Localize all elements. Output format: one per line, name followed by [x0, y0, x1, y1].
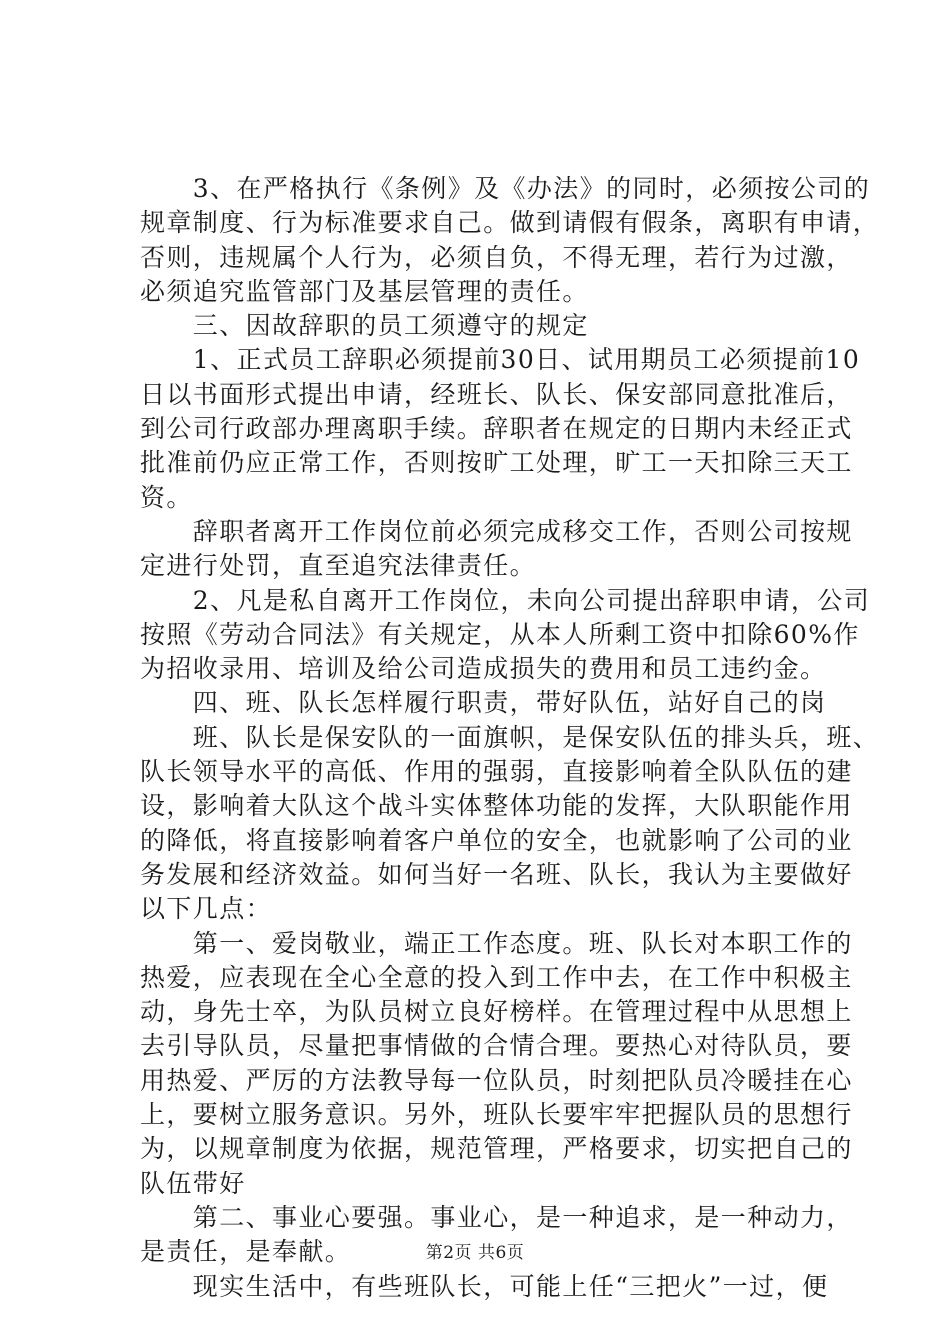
text-line: 务发展和经济效益。如何当好一名班、队长，我认为主要做好	[140, 859, 853, 889]
text-line: 日以书面形式提出申请，经班长、队长、保安部同意批准后，	[140, 379, 853, 409]
text-line: 热爱，应表现在全心全意的投入到工作中去，在工作中积极主	[140, 962, 853, 992]
text-line: 用热爱、严厉的方法教导每一位队员，时刻把队员冷暖挂在心	[140, 1065, 853, 1095]
text-line: 第一、爱岗敬业，端正工作态度。班、队长对本职工作的	[140, 928, 853, 958]
text-line: 3、在严格执行《条例》及《办法》的同时，必须按公司的	[140, 174, 871, 203]
text-line: 按照《劳动合同法》有关规定，从本人所剩工资中扣除60%作	[140, 619, 860, 649]
text-line: 队长领导水平的高低、作用的强弱，直接影响着全队队伍的建	[140, 757, 853, 787]
section-heading: 四、班、队长怎样履行职责，带好队伍，站好自己的岗	[140, 688, 827, 718]
text-line: 第二、事业心要强。事业心，是一种追求，是一种动力，	[140, 1202, 853, 1232]
text-line: 设，影响着大队这个战斗实体整体功能的发挥，大队职能作用	[140, 791, 853, 821]
text-line: 必须追究监管部门及基层管理的责任。	[140, 276, 589, 306]
text-line: 以下几点：	[140, 894, 273, 924]
section-heading: 三、因故辞职的员工须遵守的规定	[140, 311, 589, 341]
text-line: 批准前仍应正常工作，否则按旷工处理，旷工一天扣除三天工	[140, 448, 853, 478]
text-line: 为，以规章制度为依据，规范管理，严格要求，切实把自己的	[140, 1134, 853, 1164]
text-line: 班、队长是保安队的一面旗帜，是保安队伍的排头兵，班、	[140, 722, 880, 752]
text-line: 定进行处罚，直至追究法律责任。	[140, 551, 537, 581]
text-line: 辞职者离开工作岗位前必须完成移交工作，否则公司按规	[140, 516, 853, 546]
text-line: 资。	[140, 482, 193, 512]
text-line: 队伍带好	[140, 1168, 246, 1198]
text-line: 规章制度、行为标准要求自己。做到请假有假条，离职有申请，	[140, 208, 880, 238]
text-line: 为招收录用、培训及给公司造成损失的费用和员工违约金。	[140, 654, 827, 684]
text-line: 动，身先士卒，为队员树立良好榜样。在管理过程中从思想上	[140, 997, 853, 1027]
text-line: 否则，违规属个人行为，必须自负，不得无理，若行为过激，	[140, 242, 853, 272]
text-line: 现实生活中，有些班队长，可能上任“三把火”一过，便	[140, 1271, 829, 1301]
text-line: 2、凡是私自离开工作岗位，未向公司提出辞职申请，公司	[140, 585, 871, 615]
document-body	[140, 172, 880, 1304]
text-line: 到公司行政部办理离职手续。辞职者在规定的日期内未经正式	[140, 414, 853, 444]
text-line: 去引导队员，尽量把事情做的合情合理。要热心对待队员，要	[140, 1031, 853, 1061]
text-line: 是责任，是奉献。	[140, 1237, 352, 1267]
text-line: 的降低，将直接影响着客户单位的安全，也就影响了公司的业	[140, 825, 853, 855]
page-footer: 第2页 共6页	[425, 1243, 525, 1263]
text-line: 上，要树立服务意识。另外，班队长要牢牢把握队员的思想行	[140, 1100, 853, 1130]
text-line: 1、正式员工辞职必须提前30日、试用期员工必须提前10	[140, 345, 861, 375]
